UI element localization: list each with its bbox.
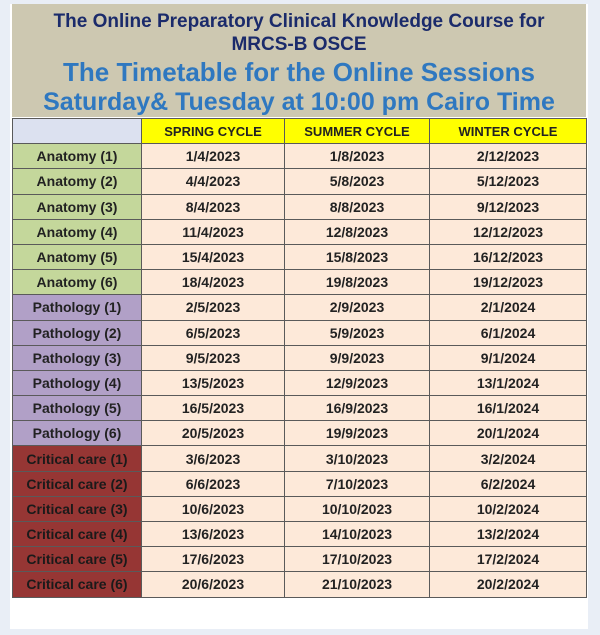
spring-date-cell: 4/4/2023 bbox=[142, 169, 285, 194]
winter-date-cell: 9/12/2023 bbox=[430, 194, 587, 219]
spring-date-cell: 16/5/2023 bbox=[142, 396, 285, 421]
spring-date-cell: 18/4/2023 bbox=[142, 270, 285, 295]
summer-date-cell: 1/8/2023 bbox=[285, 144, 430, 169]
column-header-summer: SUMMER CYCLE bbox=[285, 119, 430, 144]
winter-date-cell: 12/12/2023 bbox=[430, 219, 587, 244]
winter-date-cell: 13/1/2024 bbox=[430, 370, 587, 395]
summer-date-cell: 17/10/2023 bbox=[285, 547, 430, 572]
summer-date-cell: 5/8/2023 bbox=[285, 169, 430, 194]
spring-date-cell: 9/5/2023 bbox=[142, 345, 285, 370]
timetable-sheet bbox=[10, 4, 588, 629]
summer-date-cell: 10/10/2023 bbox=[285, 496, 430, 521]
table-row bbox=[13, 471, 587, 496]
course-title: The Online Preparatory Clinical Knowledge Course for bbox=[53, 11, 545, 32]
session-cell: Pathology (1) bbox=[13, 295, 142, 320]
spring-date-cell: 2/5/2023 bbox=[142, 295, 285, 320]
spring-date-cell: 13/5/2023 bbox=[142, 370, 285, 395]
winter-date-cell: 2/1/2024 bbox=[430, 295, 587, 320]
table-row bbox=[13, 270, 587, 295]
spring-date-cell: 20/5/2023 bbox=[142, 421, 285, 446]
spring-date-cell: 11/4/2023 bbox=[142, 219, 285, 244]
winter-date-cell: 3/2/2024 bbox=[430, 446, 587, 471]
session-cell: Anatomy (2) bbox=[13, 169, 142, 194]
session-cell: Anatomy (1) bbox=[13, 144, 142, 169]
table-row bbox=[13, 169, 587, 194]
winter-date-cell: 6/1/2024 bbox=[430, 320, 587, 345]
spring-date-cell: 13/6/2023 bbox=[142, 522, 285, 547]
winter-date-cell: 19/12/2023 bbox=[430, 270, 587, 295]
winter-date-cell: 2/12/2023 bbox=[430, 144, 587, 169]
timetable bbox=[12, 118, 587, 598]
table-row bbox=[13, 522, 587, 547]
column-header-winter: WINTER CYCLE bbox=[430, 119, 587, 144]
table-row bbox=[13, 320, 587, 345]
summer-date-cell: 14/10/2023 bbox=[285, 522, 430, 547]
table-row bbox=[13, 446, 587, 471]
spring-date-cell: 10/6/2023 bbox=[142, 496, 285, 521]
winter-date-cell: 5/12/2023 bbox=[430, 169, 587, 194]
table-row bbox=[13, 421, 587, 446]
corner-cell bbox=[13, 119, 142, 144]
summer-date-cell: 21/10/2023 bbox=[285, 572, 430, 597]
table-row bbox=[13, 244, 587, 269]
summer-date-cell: 7/10/2023 bbox=[285, 471, 430, 496]
session-cell: Critical care (3) bbox=[13, 496, 142, 521]
schedule-time: Saturday& Tuesday at 10:00 pm Cairo Time bbox=[43, 88, 555, 116]
winter-date-cell: 20/2/2024 bbox=[430, 572, 587, 597]
spring-date-cell: 1/4/2023 bbox=[142, 144, 285, 169]
summer-date-cell: 19/8/2023 bbox=[285, 270, 430, 295]
summer-date-cell: 3/10/2023 bbox=[285, 446, 430, 471]
winter-date-cell: 16/12/2023 bbox=[430, 244, 587, 269]
summer-date-cell: 19/9/2023 bbox=[285, 421, 430, 446]
session-cell: Pathology (2) bbox=[13, 320, 142, 345]
table-row bbox=[13, 396, 587, 421]
spring-date-cell: 8/4/2023 bbox=[142, 194, 285, 219]
spring-date-cell: 6/5/2023 bbox=[142, 320, 285, 345]
winter-date-cell: 13/2/2024 bbox=[430, 522, 587, 547]
session-cell: Critical care (4) bbox=[13, 522, 142, 547]
session-cell: Anatomy (3) bbox=[13, 194, 142, 219]
spring-date-cell: 17/6/2023 bbox=[142, 547, 285, 572]
spring-date-cell: 15/4/2023 bbox=[142, 244, 285, 269]
summer-date-cell: 8/8/2023 bbox=[285, 194, 430, 219]
session-cell: Pathology (5) bbox=[13, 396, 142, 421]
session-cell: Critical care (6) bbox=[13, 572, 142, 597]
winter-date-cell: 16/1/2024 bbox=[430, 396, 587, 421]
winter-date-cell: 20/1/2024 bbox=[430, 421, 587, 446]
column-header-spring: SPRING CYCLE bbox=[142, 119, 285, 144]
session-cell: Anatomy (5) bbox=[13, 244, 142, 269]
table-row bbox=[13, 345, 587, 370]
summer-date-cell: 15/8/2023 bbox=[285, 244, 430, 269]
winter-date-cell: 6/2/2024 bbox=[430, 471, 587, 496]
session-cell: Critical care (2) bbox=[13, 471, 142, 496]
table-row bbox=[13, 295, 587, 320]
spring-date-cell: 3/6/2023 bbox=[142, 446, 285, 471]
session-cell: Pathology (4) bbox=[13, 370, 142, 395]
summer-date-cell: 12/9/2023 bbox=[285, 370, 430, 395]
table-row bbox=[13, 496, 587, 521]
table-body bbox=[13, 144, 587, 597]
table-row bbox=[13, 219, 587, 244]
winter-date-cell: 10/2/2024 bbox=[430, 496, 587, 521]
timetable-title: The Timetable for the Online Sessions bbox=[63, 57, 535, 87]
summer-date-cell: 2/9/2023 bbox=[285, 295, 430, 320]
table-row bbox=[13, 370, 587, 395]
session-cell: Pathology (6) bbox=[13, 421, 142, 446]
course-subtitle: MRCS-B OSCE bbox=[231, 34, 367, 55]
table-row bbox=[13, 144, 587, 169]
table-header-row bbox=[13, 119, 587, 144]
session-cell: Anatomy (4) bbox=[13, 219, 142, 244]
spring-date-cell: 6/6/2023 bbox=[142, 471, 285, 496]
session-cell: Critical care (5) bbox=[13, 547, 142, 572]
table-row bbox=[13, 547, 587, 572]
summer-date-cell: 5/9/2023 bbox=[285, 320, 430, 345]
session-cell: Pathology (3) bbox=[13, 345, 142, 370]
winter-date-cell: 17/2/2024 bbox=[430, 547, 587, 572]
spring-date-cell: 20/6/2023 bbox=[142, 572, 285, 597]
session-cell: Anatomy (6) bbox=[13, 270, 142, 295]
title-banner bbox=[12, 4, 586, 117]
table-row bbox=[13, 572, 587, 597]
summer-date-cell: 16/9/2023 bbox=[285, 396, 430, 421]
session-cell: Critical care (1) bbox=[13, 446, 142, 471]
summer-date-cell: 12/8/2023 bbox=[285, 219, 430, 244]
summer-date-cell: 9/9/2023 bbox=[285, 345, 430, 370]
winter-date-cell: 9/1/2024 bbox=[430, 345, 587, 370]
table-row bbox=[13, 194, 587, 219]
